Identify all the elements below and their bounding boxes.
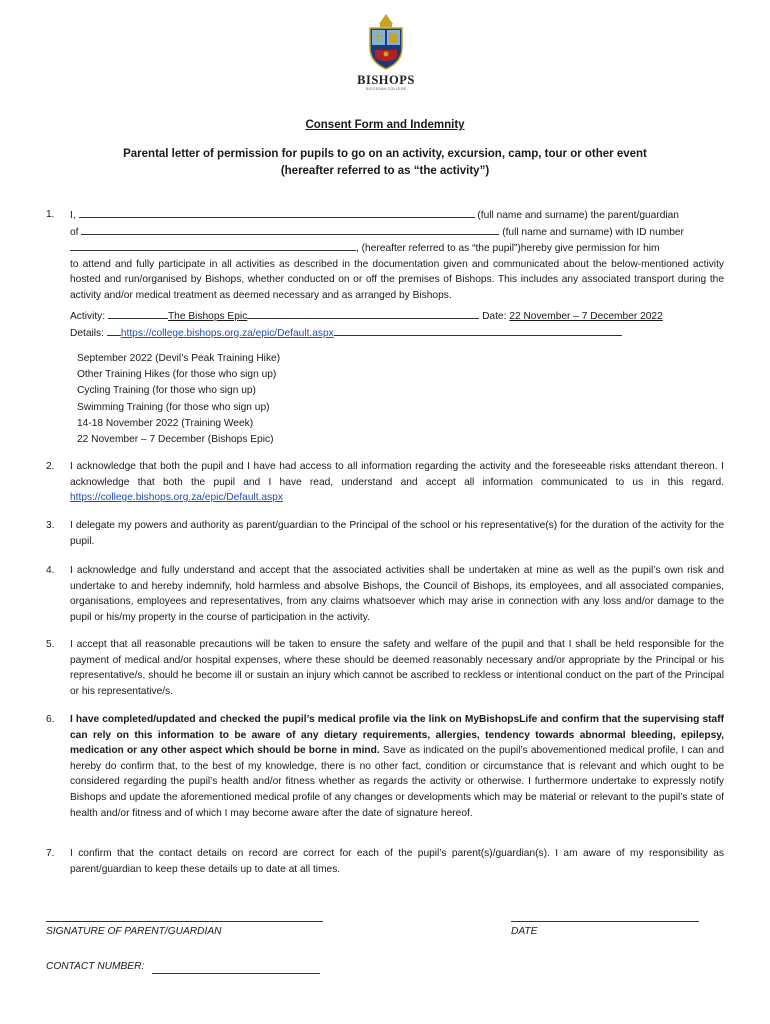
contact-number-label: CONTACT NUMBER:	[46, 961, 145, 972]
clause-1-body: to attend and fully participate in all activities as described in the documentation given and communicated about the below-mentioned activity hosted and run/organised by Bishops, whether conducted on or off the premises of Bishops. This includes any associated transport during the activity and/or medical treatment as deemed necessary and as arranged by Bishops.	[70, 258, 724, 301]
list-item: 22 November – 7 December (Bishops Epic)	[77, 434, 274, 446]
clause-number: 2.	[46, 461, 55, 472]
clause-3	[46, 518, 724, 549]
clause-5	[46, 637, 724, 699]
details-label: Details:	[70, 327, 104, 339]
clause-number: 4.	[46, 565, 55, 576]
pupil-name-field[interactable]	[81, 224, 499, 235]
details-underline	[107, 325, 121, 336]
clause-number: 5.	[46, 639, 55, 650]
list-item: September 2022 (Devil’s Peak Training Hike)	[77, 353, 281, 364]
clause-5-text: I accept that all reasonable precautions will be taken to ensure the safety and welfare of the pupil and that I shall be held responsible for the payment of medical and/or hospital expenses, where these should be deemed reasonably necessary and/or appropriate by the Principal or his representative/s, should he become ill or sustain an injury which cannot be ascribed to reckless or intentional conduct on the part of the Principal or his representative/s.	[70, 639, 724, 697]
subtitle-line-2: (hereafter referred to as “the activity”)	[280, 165, 490, 177]
clause-6-bold: I have completed/updated and checked the pupil’s medical profile via the link on MyBishopsLife and confirm that the supervising staff can rely on this information to be aware of any dietary requirements, allergies, tendency towards abnormal bleeding, epilepsy, medication or any other aspect which should be borne in mind.	[70, 714, 724, 757]
activity-schedule-list	[77, 351, 280, 448]
clause-4-text: I acknowledge and fully understand and accept that the associated activities shall be undertaken at mine as well as the pupil’s own risk and undertake to and hereby indemnify, hold harmless and absolve Bishops, the Council of Bishops, its employees, and all associated companies, organisations, employees and representatives, from any claims whatsoever which may arise in connection with any loss and/or damage to the pupil or his/my property in the course of participation in the activity.	[70, 565, 724, 623]
clause-1-line-1: I, (full name and surname) the parent/guardian	[70, 207, 724, 224]
school-subtitle: DIOCESAN COLLEGE	[365, 87, 407, 91]
details-link[interactable]: https://college.bishops.org.za/epic/Default.aspx	[120, 327, 334, 339]
details-underline-2	[334, 325, 622, 336]
activity-underline-2	[247, 308, 479, 319]
clause-number: 1.	[46, 209, 55, 220]
crest-shield-icon	[364, 12, 408, 72]
date-signature-field[interactable]	[511, 921, 699, 922]
date-value[interactable]: 22 November – 7 December 2022	[509, 311, 663, 322]
clause-6-text: Save as indicated on the pupil’s abovementioned medical profile, I can and hereby do confirm that, to the best of my knowledge, there is no other fact, condition or circumstance that is relevant and which ought to be considered regarding the pupil’s health and/or fitness whether as regards the activity or otherwise. I furthermore undertake to expressly notify Bishops and update the aforementioned medical profile of any changes or developments which may be material or relevant to the pupil’s state of health and/or fitness and of which I may become aware after the date of signature hereof.	[70, 745, 724, 819]
list-item: Swimming Training (for those who sign up)	[77, 401, 270, 413]
school-crest	[355, 12, 417, 102]
activity-label: Activity:	[70, 311, 106, 322]
date-signature-label: DATE	[511, 926, 538, 937]
clause-number: 7.	[46, 848, 55, 859]
clause-2-link[interactable]: https://college.bishops.org.za/epic/Default.aspx	[70, 492, 283, 504]
clause-2-text: I acknowledge that both the pupil and I have had access to all information regarding the activity and the foreseeable risks attendant thereon. I acknowledge that both the pupil and I have read, understand and accept all information communicated to us in this regard.	[70, 461, 724, 488]
clause-number: 3.	[46, 520, 55, 531]
activity-underline	[108, 308, 168, 319]
clause-number: 6.	[46, 714, 55, 725]
parent-name-field[interactable]	[79, 207, 475, 218]
contact-number-field[interactable]	[152, 973, 320, 974]
activity-value[interactable]: The Bishops Epic	[167, 311, 248, 322]
list-item: Other Training Hikes (for those who sign up)	[77, 369, 277, 381]
parent-signature-field[interactable]	[46, 921, 323, 922]
clause-1	[46, 207, 724, 304]
clause-4	[46, 563, 724, 625]
school-name: BISHOPS	[357, 73, 415, 87]
clause-3-text: I delegate my powers and authority as parent/guardian to the Principal of the school or his representative(s) for the duration of the activity for the pupil.	[70, 520, 724, 547]
clause-2	[46, 459, 724, 506]
list-item: 14-18 November 2022 (Training Week)	[77, 417, 254, 429]
clause-1-line-3: , (hereafter referred to as “the pupil”)hereby give permission for him	[70, 240, 724, 257]
list-item: Cycling Training (for those who sign up)	[77, 385, 256, 397]
activity-row	[46, 308, 724, 341]
form-subtitle	[100, 146, 670, 180]
clause-7-text: I confirm that the contact details on record are correct for each of the pupil’s parent(s)/guardian(s). I am aware of my responsibility as parent/guardian to keep these details up to date at all times.	[70, 848, 724, 875]
clause-1-line-2: of (full name and surname) with ID number	[70, 224, 724, 241]
date-label: Date:	[482, 311, 507, 322]
clause-7	[46, 846, 724, 877]
form-title: Consent Form and Indemnity	[305, 119, 465, 131]
id-number-field[interactable]	[70, 240, 356, 251]
parent-signature-label: SIGNATURE OF PARENT/GUARDIAN	[46, 926, 222, 937]
clause-6	[46, 712, 724, 821]
subtitle-line-1: Parental letter of permission for pupils to go on an activity, excursion, camp, tour or other event	[123, 148, 647, 160]
